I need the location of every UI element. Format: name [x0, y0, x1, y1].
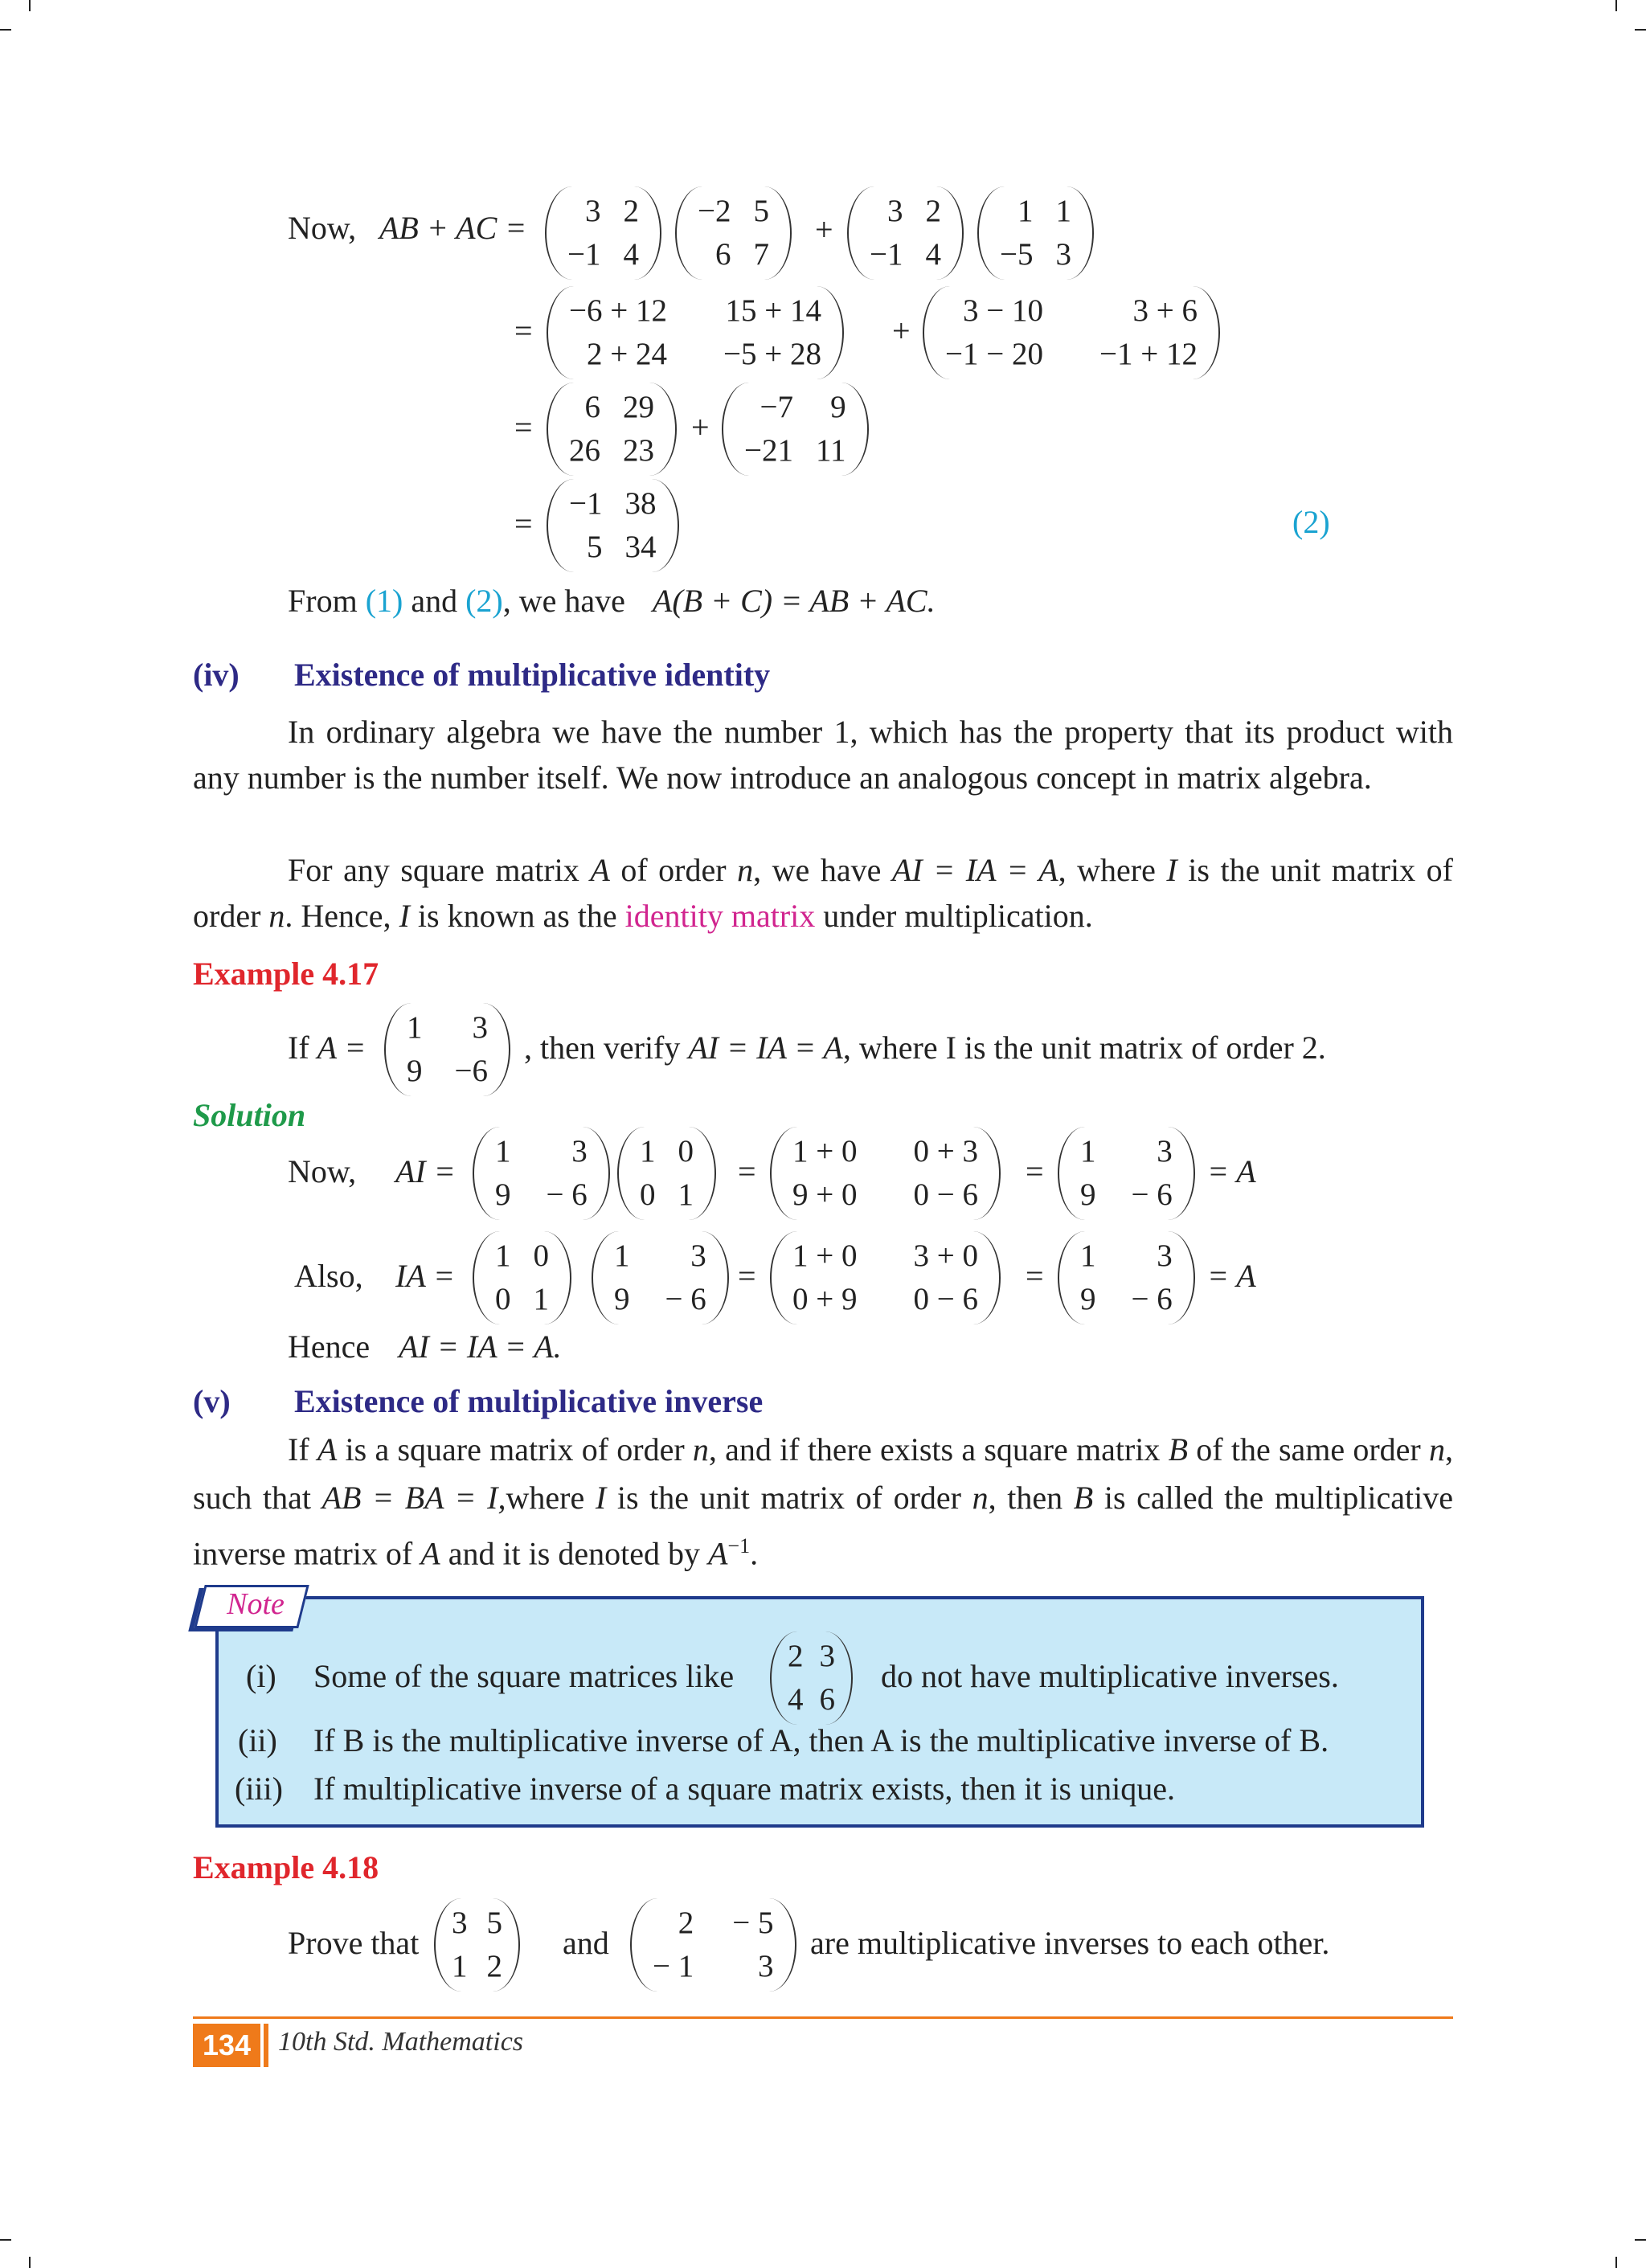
- and-word: and: [563, 1925, 609, 1961]
- key-term: identity matrix: [624, 898, 816, 934]
- also-label: Also,: [294, 1258, 363, 1294]
- equation-link[interactable]: (1): [365, 583, 403, 619]
- note-item-text: If B is the multiplicative inverse of A, then A is the multiplicative inverse of B.: [313, 1722, 1329, 1758]
- note-tab-label: Note: [227, 1587, 285, 1621]
- equals-sign: =: [514, 313, 533, 349]
- example-statement-if: If A =: [288, 1030, 366, 1066]
- result-matrix-ab: 6 29 26 23: [547, 383, 677, 476]
- example-statement: Prove that: [288, 1925, 420, 1961]
- plus-sign: +: [691, 409, 710, 445]
- book-title: 10th Std. Mathematics: [278, 2027, 524, 2057]
- sum-matrix-1: −6 + 12 15 + 14 2 + 24 −5 + 28: [547, 286, 844, 379]
- equation-reference: (2): [1292, 504, 1330, 540]
- equation-link[interactable]: (2): [465, 583, 503, 619]
- example-label: Example 4.17: [193, 956, 379, 992]
- now-label: Now,: [288, 1153, 357, 1189]
- equals-sign: =: [1026, 1153, 1044, 1189]
- crop-mark-top-right-v: [1615, 0, 1617, 11]
- identity-matrix: 1 0 0 1: [473, 1231, 571, 1324]
- matrix-a: 1 3 9 − 6: [473, 1127, 610, 1220]
- equals-sign: =: [514, 506, 533, 542]
- crop-mark-bottom-right-h: [1635, 2239, 1646, 2241]
- equals-sign: =: [738, 1153, 756, 1189]
- final-sum-matrix: −1 38 5 34: [547, 479, 679, 572]
- section-number: (iv): [193, 657, 240, 693]
- product-matrix: 1 + 0 3 + 0 0 + 9 0 − 6: [770, 1231, 1001, 1324]
- equals-sign: =: [1026, 1258, 1044, 1294]
- note-item-number: (i): [246, 1658, 276, 1694]
- note-item-number: (iii): [235, 1771, 283, 1807]
- inverse-definition-paragraph: If A is a square matrix of order n, and if there exists a square matrix B of the same order n, such that AB = BA = I,where I is the unit matrix of order n, then B is called the multiplicative inverse matrix of A and it is denoted by $A^{-1}$.: [193, 1431, 1453, 1572]
- note-item-text: do not have multiplicative inverses.: [881, 1658, 1339, 1694]
- product-matrix: 1 + 0 0 + 3 9 + 0 0 − 6: [770, 1127, 1001, 1220]
- crop-mark-bottom-left-h: [0, 2239, 11, 2241]
- matrix-a-repeat: 3 2 −1 4: [847, 186, 964, 280]
- section-number: (v): [193, 1383, 231, 1419]
- hence-line: Hence AI = IA = A.: [288, 1328, 562, 1365]
- crop-mark-bottom-right-v: [1615, 2257, 1617, 2268]
- singular-matrix-example: 2 3 4 6: [770, 1631, 853, 1725]
- matrix-second: 2 − 5 − 1 3: [630, 1898, 796, 1992]
- crop-mark-top-left-h: [0, 29, 11, 31]
- equals-a: = A: [1207, 1258, 1256, 1294]
- matrix-b: −2 5 6 7: [675, 186, 792, 280]
- matrix-a: 3 2 −1 4: [545, 186, 661, 280]
- crop-mark-top-left-v: [29, 0, 31, 11]
- note-item-number: (ii): [238, 1722, 277, 1758]
- matrix-first: 3 5 1 2: [434, 1898, 520, 1992]
- now-label: Now,: [288, 210, 357, 246]
- section-heading: Existence of multiplicative inverse: [294, 1383, 764, 1419]
- crop-mark-bottom-left-v: [29, 2257, 31, 2268]
- conclusion-line: From (1) and (2), we have A(B + C) = AB + AC.: [288, 583, 936, 619]
- footer-rule: [193, 2016, 1453, 2019]
- matrix-a: 1 3 9 − 6: [592, 1231, 729, 1324]
- equals-a: = A: [1207, 1153, 1256, 1189]
- page-number: 134: [193, 2024, 260, 2067]
- section-heading: Existence of multiplicative identity: [294, 657, 771, 693]
- equals-sign: =: [738, 1258, 756, 1294]
- ia-lhs: IA =: [395, 1258, 456, 1294]
- identity-intro-paragraph: In ordinary algebra we have the number 1, which has the property that its product with any number is the number itself. We now introduce an analogous concept in matrix algebra.: [193, 714, 1453, 796]
- ai-lhs: AI =: [395, 1153, 456, 1189]
- result-matrix-ac: −7 9 −21 11: [722, 383, 869, 476]
- matrix-c: 1 1 −5 3: [977, 186, 1094, 280]
- footer-divider: [264, 2024, 268, 2067]
- ab-plus-ac-lhs: AB + AC =: [379, 210, 527, 246]
- example-statement-rest: , then verify AI = IA = A, where I is the unit matrix of order 2.: [524, 1030, 1326, 1066]
- plus-sign: +: [815, 211, 833, 248]
- example-statement: are multiplicative inverses to each other.: [810, 1925, 1330, 1961]
- solution-label: Solution: [193, 1097, 306, 1133]
- crop-mark-top-right-h: [1635, 29, 1646, 31]
- matrix-a: 1 3 9 −6: [384, 1003, 510, 1096]
- sum-matrix-2: 3 − 10 3 + 6 −1 − 20 −1 + 12: [923, 286, 1220, 379]
- equals-sign: =: [514, 409, 533, 445]
- plus-sign: +: [892, 313, 911, 349]
- identity-definition-paragraph: For any square matrix A of order n, we have AI = IA = A, where I is the unit matrix of order n. Hence, I is known as the identity matrix under multiplication.: [193, 852, 1453, 934]
- result-matrix: 1 3 9 − 6: [1058, 1127, 1195, 1220]
- result-matrix: 1 3 9 − 6: [1058, 1231, 1195, 1324]
- identity-matrix: 1 0 0 1: [617, 1127, 716, 1220]
- note-item-text: Some of the square matrices like: [313, 1658, 735, 1694]
- example-label: Example 4.18: [193, 1849, 379, 1885]
- note-item-text: If multiplicative inverse of a square matrix exists, then it is unique.: [313, 1771, 1175, 1807]
